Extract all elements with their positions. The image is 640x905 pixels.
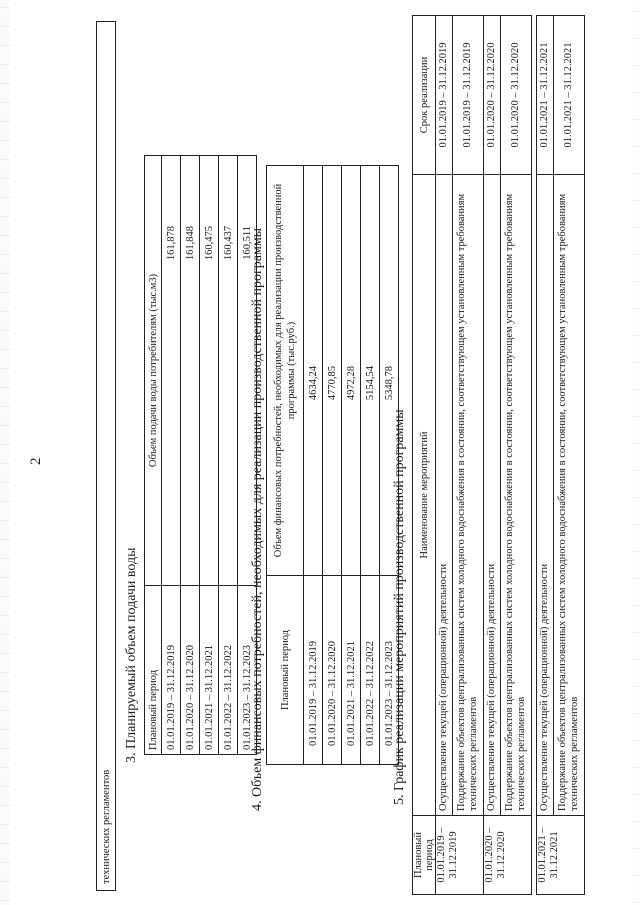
financial-needs-table: [266, 165, 399, 765]
schedule-table: [412, 15, 585, 895]
period-cell: 01.01.2022 – 31.12.2022: [219, 586, 238, 755]
group-period-cell: 01.01.2021 – 31.12.2021: [537, 816, 585, 895]
term-cell: 01.01.2020 – 31.12.2020: [484, 16, 501, 175]
previous-section-fragment: технических регламентов: [96, 21, 116, 891]
period-cell: 01.01.2022 – 31.12.2022: [361, 576, 380, 765]
table-row: [323, 166, 342, 765]
table-row: [162, 156, 181, 755]
period-cell: 01.01.2019 – 31.12.2019: [304, 576, 323, 765]
activity-cell: Поддержание объектов централизованных систем холодного водоснабжения в состоянии, соответствующем установленным требованиям технических регламентов: [554, 175, 585, 816]
volume-cell: 160,437: [219, 156, 238, 586]
activity-cell: Осуществление текущей (операционной) деятельности: [537, 175, 554, 816]
table-header-row: [145, 156, 162, 755]
term-cell: 01.01.2020 – 31.12.2020: [501, 16, 532, 175]
table-row: [484, 16, 501, 895]
period-cell: 01.01.2019 – 31.12.2019: [162, 586, 181, 755]
column-header-financial-volume: Объем финансовых потребностей, необходимых для реализации производственной программы (тыс.руб.): [267, 166, 304, 576]
term-cell: 01.01.2021 – 31.12.2021: [537, 16, 554, 175]
table-row: [501, 16, 532, 895]
water-supply-table: [144, 155, 257, 755]
table-row: [181, 156, 200, 755]
period-cell: 01.01.2020 – 31.12.2020: [323, 576, 342, 765]
table-row: [304, 166, 323, 765]
period-cell: 01.01.2021 – 31.12.2021: [200, 586, 219, 755]
period-cell: 01.01.2020 – 31.12.2020: [181, 586, 200, 755]
table-row: [342, 166, 361, 765]
section-5-title: 5. График реализации мероприятий производственной программы: [392, 409, 407, 805]
group-period-cell: 01.01.2020 – 31.12.2020: [484, 816, 532, 895]
table-row: [200, 156, 219, 755]
amount-cell: 4634,24: [304, 166, 323, 576]
table-row: [453, 16, 484, 895]
page-number: 2: [28, 457, 44, 465]
activity-cell: Поддержание объектов централизованных систем холодного водоснабжения в состоянии, соответствующем установленным требованиям технических регламентов: [501, 175, 532, 816]
amount-cell: 5348,78: [380, 166, 399, 576]
column-header-volume: Объем подачи воды потребителям (тыс.м3): [145, 156, 162, 586]
period-cell: 01.01.2021 – 31.12.2021: [342, 576, 361, 765]
table-row: [537, 16, 554, 895]
table-row: [554, 16, 585, 895]
column-header-activity: Наименование мероприятий: [413, 175, 436, 816]
section-3-title: 3. Планируемый объем подачи воды: [124, 547, 139, 763]
activity-cell: Осуществление текущей (операционной) деятельности: [436, 175, 453, 816]
volume-cell: 160,475: [200, 156, 219, 586]
activity-cell: Поддержание объектов централизованных систем холодного водоснабжения в состоянии, соответствующем установленным требованиям технических регламентов: [453, 175, 484, 816]
volume-cell: 160,511: [238, 156, 257, 586]
volume-cell: 161,878: [162, 156, 181, 586]
table-row: [361, 166, 380, 765]
volume-cell: 161,848: [181, 156, 200, 586]
activity-cell: Осуществление текущей (операционной) деятельности: [484, 175, 501, 816]
table-row: [436, 16, 453, 895]
amount-cell: 4972,28: [342, 166, 361, 576]
term-cell: 01.01.2021 – 31.12.2021: [554, 16, 585, 175]
table-header-row: [413, 16, 436, 895]
amount-cell: 5154,54: [361, 166, 380, 576]
column-header-period: Плановый период: [145, 586, 162, 755]
section-4-title: 4. Объем финансовых потребностей, необходимых для реализации производственной программы: [250, 227, 265, 811]
column-header-period: Плановый период: [413, 816, 436, 895]
term-cell: 01.01.2019 – 31.12.2019: [436, 16, 453, 175]
period-cell: 01.01.2023 – 31.12.2023: [380, 576, 399, 765]
period-cell: 01.01.2023 – 31.12.2023: [238, 586, 257, 755]
amount-cell: 4770,85: [323, 166, 342, 576]
table-row: [219, 156, 238, 755]
group-period-cell: 01.01.2019 – 31.12.2019: [436, 816, 484, 895]
term-cell: 01.01.2019 – 31.12.2019: [453, 16, 484, 175]
column-header-period: Плановый период: [267, 576, 304, 765]
column-header-term: Срок реализации: [413, 16, 436, 175]
table-header-row: [267, 166, 304, 765]
